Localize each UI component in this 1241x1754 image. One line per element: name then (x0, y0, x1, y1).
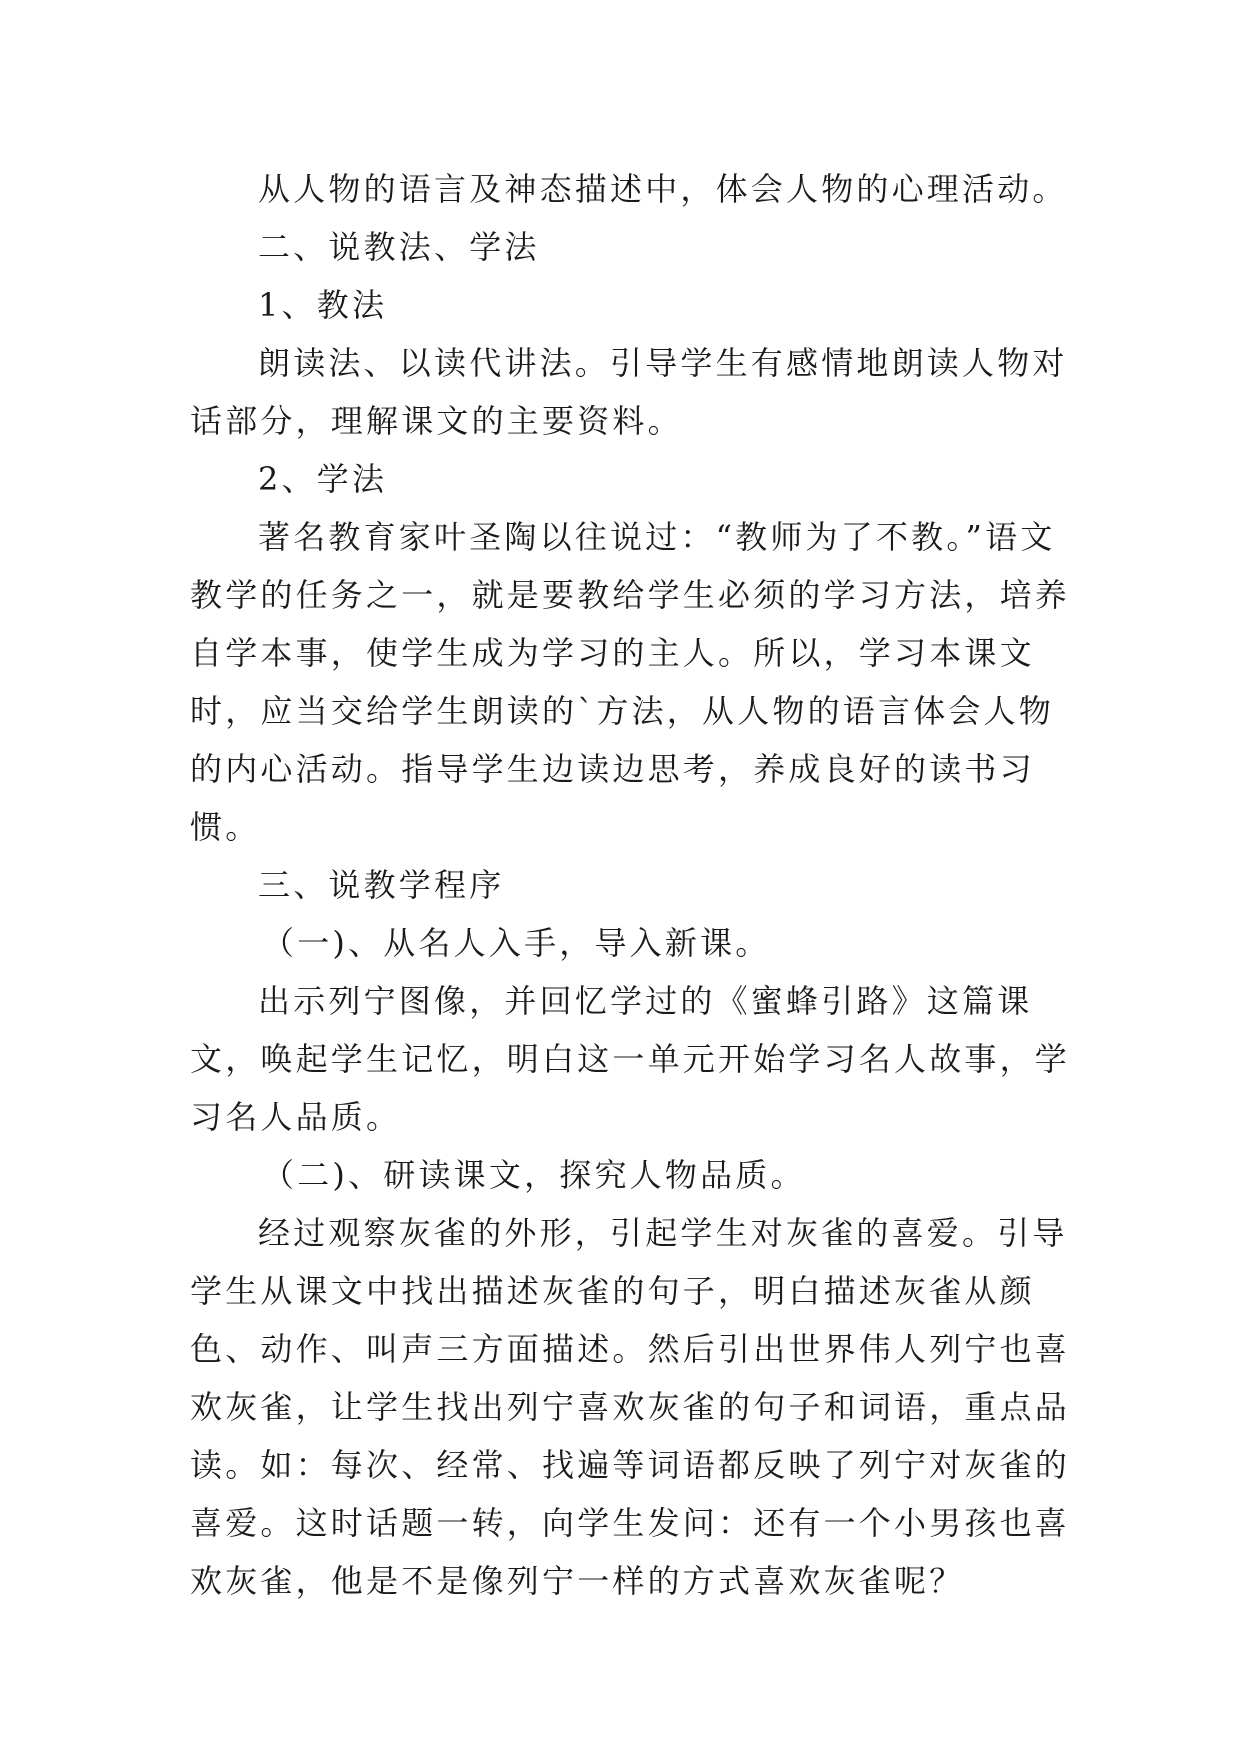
heading-learning-method: 2、学法 (258, 460, 388, 498)
heading-teaching-procedure: 三、说教学程序 (258, 866, 505, 904)
paragraph-step-one: 出示列宁图像，并回忆学过的《蜜蜂引路》这篇课文，唤起学生记忆，明白这一单元开始学习名人故事，学习名人品质。 (190, 982, 1071, 1136)
heading-teaching-learning-methods: 二、说教法、学法 (258, 228, 540, 266)
document-body (190, 160, 1070, 1610)
paragraph-learning-method: 著名教育家叶圣陶以往说过：“教师为了不教。”语文教学的任务之一，就是要教给学生必须的学习方法，培养自学本事，使学生成为学习的主人。所以，学习本课文时，应当交给学生朗读的`方法，从人物的语言体会人物的内心活动。指导学生边读边思考，养成良好的读书习惯。 (190, 518, 1071, 846)
heading-step-two: （二)、研读课文，探究人物品质。 (262, 1156, 806, 1194)
heading-teaching-method: 1、教法 (258, 286, 388, 324)
paragraph-step-two: 经过观察灰雀的外形，引起学生对灰雀的喜爱。引导学生从课文中找出描述灰雀的句子，明白描述灰雀从颜色、动作、叫声三方面描述。然后引出世界伟人列宁也喜欢灰雀，让学生找出列宁喜欢灰雀的句子和词语，重点品读。如：每次、经常、找遍等词语都反映了列宁对灰雀的喜爱。这时话题一转，向学生发问：还有一个小男孩也喜欢灰雀，他是不是像列宁一样的方式喜欢灰雀呢？ (190, 1214, 1071, 1600)
paragraph-intro: 从人物的语言及神态描述中，体会人物的心理活动。 (258, 170, 1068, 208)
heading-step-one: （一)、从名人入手，导入新课。 (262, 924, 771, 962)
paragraph-teaching-method: 朗读法、以读代讲法。引导学生有感情地朗读人物对话部分，理解课文的主要资料。 (190, 344, 1068, 440)
